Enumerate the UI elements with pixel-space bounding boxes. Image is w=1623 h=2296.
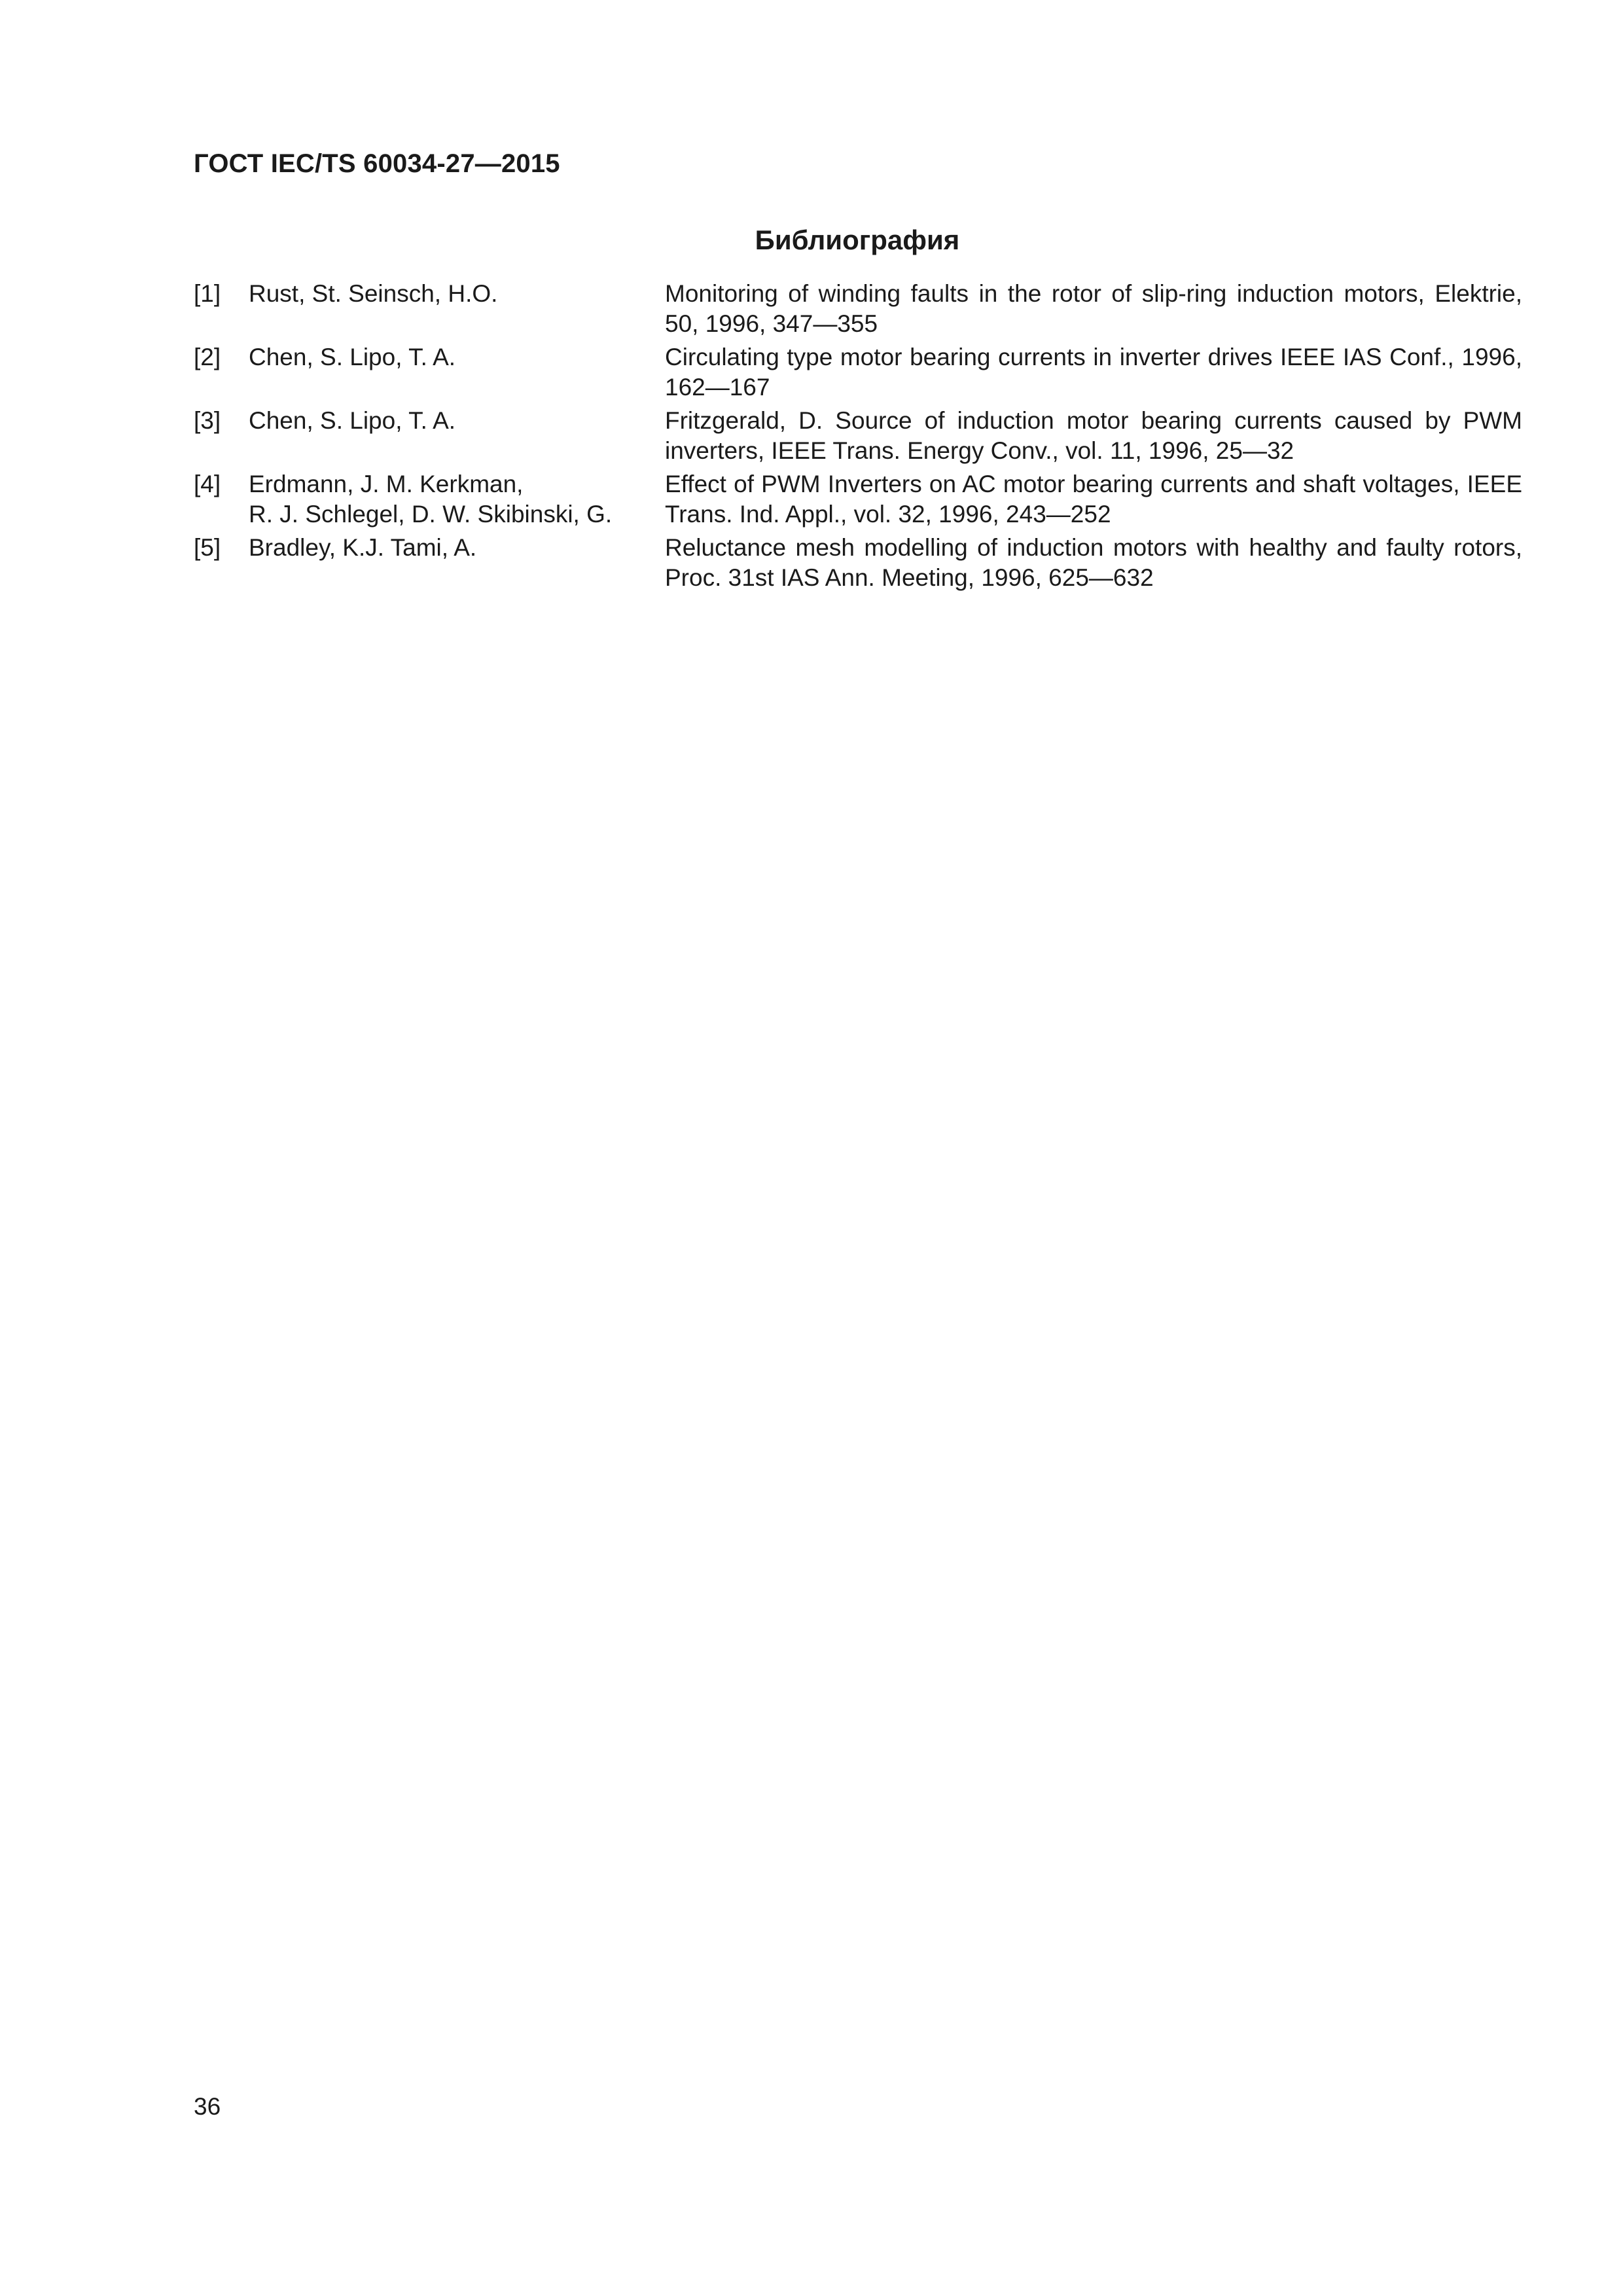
page-number: 36 bbox=[194, 2093, 221, 2120]
entry-number: [4] bbox=[194, 471, 221, 497]
bibliography-entry-5 bbox=[194, 533, 1522, 593]
entry-reference: Reluctance mesh modelling of induction motors with healthy and faulty rotors, Proc. 31st IAS Ann. Meeting, 1996, 625—632 bbox=[665, 534, 1522, 591]
entry-number: [1] bbox=[194, 280, 221, 307]
bibliography-entry-3 bbox=[194, 406, 1522, 466]
entry-authors: Erdmann, J. M. Kerkman, R. J. Schlegel, D. W. Skibinski, G. bbox=[249, 471, 613, 528]
entry-reference: Effect of PWM Inverters on AC motor bearing currents and shaft voltages, IEEE Trans. Ind. Appl., vol. 32, 1996, 243—252 bbox=[665, 471, 1522, 528]
bibliography-list bbox=[194, 279, 1522, 596]
bibliography-title: Библиография bbox=[755, 224, 960, 255]
entry-reference: Fritzgerald, D. Source of induction motor bearing currents caused by PWM inverters, IEEE Trans. Energy Conv., vol. 11, 1996, 25—32 bbox=[665, 407, 1522, 464]
entry-authors: Bradley, K.J. Tami, A. bbox=[249, 534, 477, 561]
bibliography-entry-2 bbox=[194, 342, 1522, 403]
entry-authors: Rust, St. Seinsch, H.O. bbox=[249, 280, 498, 307]
entry-authors: Chen, S. Lipo, T. A. bbox=[249, 344, 456, 370]
entry-number: [3] bbox=[194, 407, 221, 434]
entry-number: [2] bbox=[194, 344, 221, 370]
bibliography-entry-4 bbox=[194, 469, 1522, 529]
entry-reference: Monitoring of winding faults in the rotor of slip-ring induction motors, Elektrie, 50, 1996, 347—355 bbox=[665, 280, 1522, 337]
bibliography-entry-1 bbox=[194, 279, 1522, 339]
entry-number: [5] bbox=[194, 534, 221, 561]
document-code: ГОСТ IEC/TS 60034-27—2015 bbox=[194, 149, 560, 178]
entry-authors: Chen, S. Lipo, T. A. bbox=[249, 407, 456, 434]
entry-reference: Circulating type motor bearing currents in inverter drives IEEE IAS Conf., 1996, 162—167 bbox=[665, 344, 1522, 401]
